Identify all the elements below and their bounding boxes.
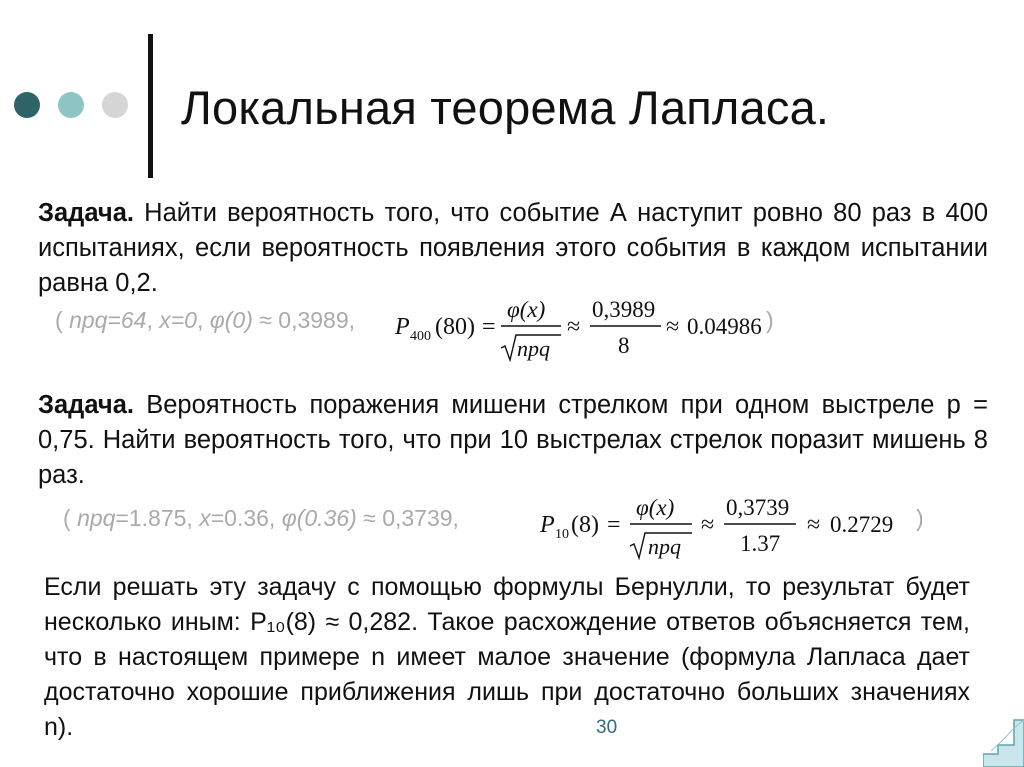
- problem-1-text: Найти вероятность того, что событие А наступит ровно 80 раз в 400 испытаниях, если вероятность появления этого события в каждом испытании равна 0,2.: [38, 199, 988, 297]
- formula-numerator: 0,3989: [592, 297, 656, 322]
- problem-2-text: Вероятность поражения мишени стрелком при одном выстреле р = 0,75. Найти вероятность того, что при 10 выстрелах стрелок поразит мишень 8 раз.: [38, 391, 988, 489]
- note-x: x=0: [159, 307, 197, 333]
- note-open-paren-2: (: [63, 505, 78, 531]
- problem-1-label: Задача.: [38, 199, 134, 227]
- problem-1-note: ( npq=64, x=0, φ(0) ≈ 0,3989,: [55, 307, 356, 333]
- formula-denominator-2: 1.37: [740, 531, 781, 556]
- note-x-var: x: [199, 505, 211, 531]
- note-npq-var: npq: [77, 505, 116, 531]
- formula-sqrt-arg: npq: [517, 336, 550, 361]
- formula-denominator: 8: [618, 333, 630, 358]
- formula-arg: (80): [435, 314, 475, 340]
- title-divider: [148, 34, 153, 178]
- home-nav-icon[interactable]: [983, 718, 1024, 767]
- note-close-paren-2: ): [916, 505, 924, 531]
- problem-2-note: [63, 505, 459, 532]
- formula-subscript: 400: [410, 329, 431, 344]
- slide-title: Локальная теорема Лапласа.: [181, 81, 830, 134]
- formula-phi-2: φ(x): [636, 495, 675, 520]
- page-number: 30: [596, 717, 618, 738]
- formula-approx-3: ≈: [701, 512, 715, 538]
- note-npq-val: =1.875,: [115, 505, 200, 531]
- formula-result: 0.04986: [687, 314, 762, 339]
- formula-equals: =: [482, 314, 496, 340]
- note-npq: npq=64: [69, 307, 147, 333]
- note-close-paren-1: ): [766, 307, 774, 333]
- light-teal-dot: [58, 92, 84, 118]
- formula-approx-1: ≈: [567, 314, 581, 340]
- formula-phi: φ(x): [507, 297, 546, 322]
- formula-equals-2: =: [607, 512, 621, 538]
- note-open-paren: (: [55, 307, 70, 333]
- formula-sqrt-arg-2: npq: [648, 534, 681, 559]
- formula-p: P: [395, 314, 410, 340]
- problem-1-formula: [395, 290, 767, 362]
- problem-1-statement: [38, 196, 988, 301]
- note-x-val: =0.36,: [210, 505, 282, 531]
- grey-dot: [102, 92, 128, 118]
- problem-2-label: Задача.: [38, 391, 134, 419]
- conclusion-paragraph: Если решать эту задачу с помощью формулы Бернулли, то результат будет несколько иным: Р₁₀(8) ≈ 0,282. Такое расхождение ответов объясняется тем, что в настоящем примере n имеет малое значение (формула Лапласа дает достаточно хорошие приближения лишь при достаточно больших значениях n).: [44, 573, 970, 741]
- note-phi-2: φ(0.36): [281, 505, 357, 531]
- problem-2-formula: [540, 488, 912, 560]
- formula-arg-2: (8): [571, 512, 599, 538]
- formula-approx-2: ≈: [666, 314, 680, 340]
- note-phi-value-2: ≈ 0,3739,: [356, 505, 459, 531]
- dark-teal-dot: [14, 92, 40, 118]
- formula-result-2: 0.2729: [830, 512, 894, 537]
- formula-approx-4: ≈: [807, 512, 821, 538]
- note-phi: φ(0): [209, 307, 253, 333]
- formula-numerator-2: 0,3739: [726, 495, 790, 520]
- formula-subscript-2: 10: [555, 527, 569, 542]
- problem-2-statement: [38, 388, 988, 493]
- title-dots: [14, 92, 134, 122]
- note-phi-value: ≈ 0,3989,: [252, 307, 356, 333]
- formula-p-2: P: [540, 512, 555, 538]
